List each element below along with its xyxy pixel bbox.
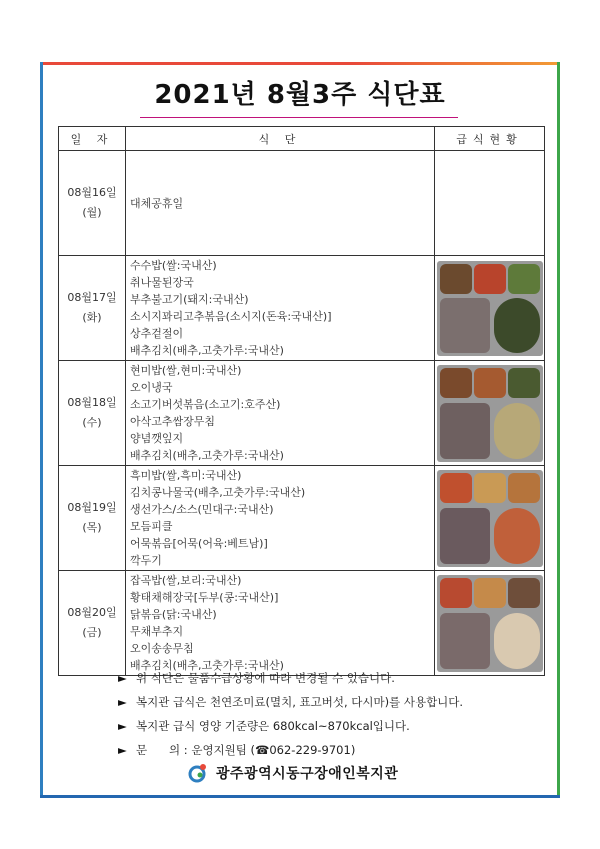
menu-item: 잡곡밥(쌀,보리:국내산) bbox=[130, 574, 242, 587]
weekday-text: (수) bbox=[82, 416, 102, 429]
date-cell bbox=[59, 571, 126, 676]
menu-item: 배추김치(배추,고춧가루:국내산) bbox=[130, 659, 284, 672]
menu-item: 대체공휴일 bbox=[130, 196, 184, 210]
menu-item: 소고기버섯볶음(소고기:호주산) bbox=[130, 398, 281, 411]
date-cell bbox=[59, 361, 126, 466]
bullet-icon: ► bbox=[118, 671, 127, 685]
menu-cell bbox=[126, 361, 435, 466]
menu-item: 오이냉국 bbox=[130, 381, 173, 394]
menu-cell bbox=[126, 466, 435, 571]
bullet-icon: ► bbox=[118, 719, 127, 733]
menu-item: 취나물된장국 bbox=[130, 276, 194, 289]
meal-photo bbox=[437, 261, 543, 356]
menu-item: 모듬피클 bbox=[130, 520, 173, 533]
weekday-text: (화) bbox=[82, 311, 102, 324]
menu-table bbox=[58, 126, 545, 676]
footer-organization bbox=[188, 763, 398, 783]
menu-item: 깍두기 bbox=[130, 554, 162, 567]
organization-name: 광주광역시동구장애인복지관 bbox=[216, 766, 399, 782]
date-text: 08월19일 bbox=[67, 501, 117, 514]
page-title: 2021년 8월3주 식단표 bbox=[154, 80, 446, 110]
meal-photo bbox=[437, 470, 543, 567]
table-row bbox=[59, 256, 545, 361]
menu-cell bbox=[126, 151, 435, 256]
note-text: 문 의 : 운영지원팀 (☎062-229-9701) bbox=[136, 743, 356, 757]
bullet-icon: ► bbox=[118, 743, 127, 757]
date-cell bbox=[59, 256, 126, 361]
table-header-row bbox=[59, 127, 545, 151]
table-row bbox=[59, 361, 545, 466]
menu-item: 소시지꽈리고추볶음(소시지(돈육:국내산)] bbox=[130, 310, 332, 323]
date-text: 08월16일 bbox=[67, 186, 117, 199]
bullet-icon: ► bbox=[118, 695, 127, 709]
menu-cell bbox=[126, 571, 435, 676]
menu-item: 오이송송무침 bbox=[130, 642, 194, 655]
menu-item: 무채부추지 bbox=[130, 625, 184, 638]
notes-list bbox=[118, 666, 463, 762]
organization-logo-icon bbox=[188, 763, 208, 783]
note-item bbox=[118, 690, 463, 714]
frame-top-border bbox=[40, 62, 560, 65]
table-row bbox=[59, 466, 545, 571]
table-row bbox=[59, 571, 545, 676]
weekday-text: (금) bbox=[82, 626, 102, 639]
note-text: 위 식단은 물품수급상황에 따라 변경될 수 있습니다. bbox=[136, 671, 395, 685]
menu-item: 상추겉절이 bbox=[130, 327, 184, 340]
note-text: 복지관 급식 영양 기준량은 680kcal~870kcal입니다. bbox=[136, 719, 410, 733]
menu-item: 어묵볶음[어묵(어육:베트남)] bbox=[130, 537, 268, 550]
date-cell bbox=[59, 151, 126, 256]
menu-item: 부추불고기(돼지:국내산) bbox=[130, 293, 249, 306]
header-photo: 급식현황 bbox=[435, 127, 545, 151]
date-cell bbox=[59, 466, 126, 571]
menu-item: 현미밥(쌀,현미:국내산) bbox=[130, 364, 242, 377]
menu-item: 김치콩나물국(배추,고춧가루:국내산) bbox=[130, 486, 306, 499]
menu-cell bbox=[126, 256, 435, 361]
meal-photo bbox=[437, 575, 543, 672]
menu-item: 수수밥(쌀:국내산) bbox=[130, 259, 217, 272]
menu-item: 아삭고추쌈장무침 bbox=[130, 415, 216, 428]
note-item bbox=[118, 714, 463, 738]
frame-left-border bbox=[40, 62, 43, 798]
photo-cell bbox=[435, 361, 545, 466]
weekday-text: (월) bbox=[82, 206, 102, 219]
menu-item: 양념깻잎지 bbox=[130, 432, 184, 445]
header-menu: 식 단 bbox=[126, 127, 435, 151]
weekday-text: (목) bbox=[82, 521, 102, 534]
menu-item: 생선가스/소스(민대구:국내산) bbox=[130, 503, 274, 516]
date-text: 08월20일 bbox=[67, 606, 117, 619]
note-item bbox=[118, 738, 463, 762]
photo-cell-empty bbox=[435, 151, 545, 256]
date-text: 08월18일 bbox=[67, 396, 117, 409]
meal-photo bbox=[437, 365, 543, 462]
table-row bbox=[59, 151, 545, 256]
title-underline bbox=[140, 117, 458, 118]
photo-cell bbox=[435, 571, 545, 676]
menu-item: 흑미밥(쌀,흑미:국내산) bbox=[130, 469, 242, 482]
menu-item: 닭볶음(닭:국내산) bbox=[130, 608, 217, 621]
photo-cell bbox=[435, 466, 545, 571]
header-date: 일 자 bbox=[59, 127, 126, 151]
menu-item: 배추김치(배추,고춧가루:국내산) bbox=[130, 344, 284, 357]
date-text: 08월17일 bbox=[67, 291, 117, 304]
frame-right-border bbox=[557, 62, 560, 798]
note-text: 복지관 급식은 천연조미료(멸치, 표고버섯, 다시마)를 사용합니다. bbox=[136, 695, 464, 709]
frame-bottom-border bbox=[40, 795, 560, 798]
photo-cell bbox=[435, 256, 545, 361]
note-item bbox=[118, 666, 463, 690]
menu-item: 배추김치(배추,고춧가루:국내산) bbox=[130, 449, 284, 462]
menu-item: 황태채해장국[두부(콩:국내산)] bbox=[130, 591, 279, 604]
